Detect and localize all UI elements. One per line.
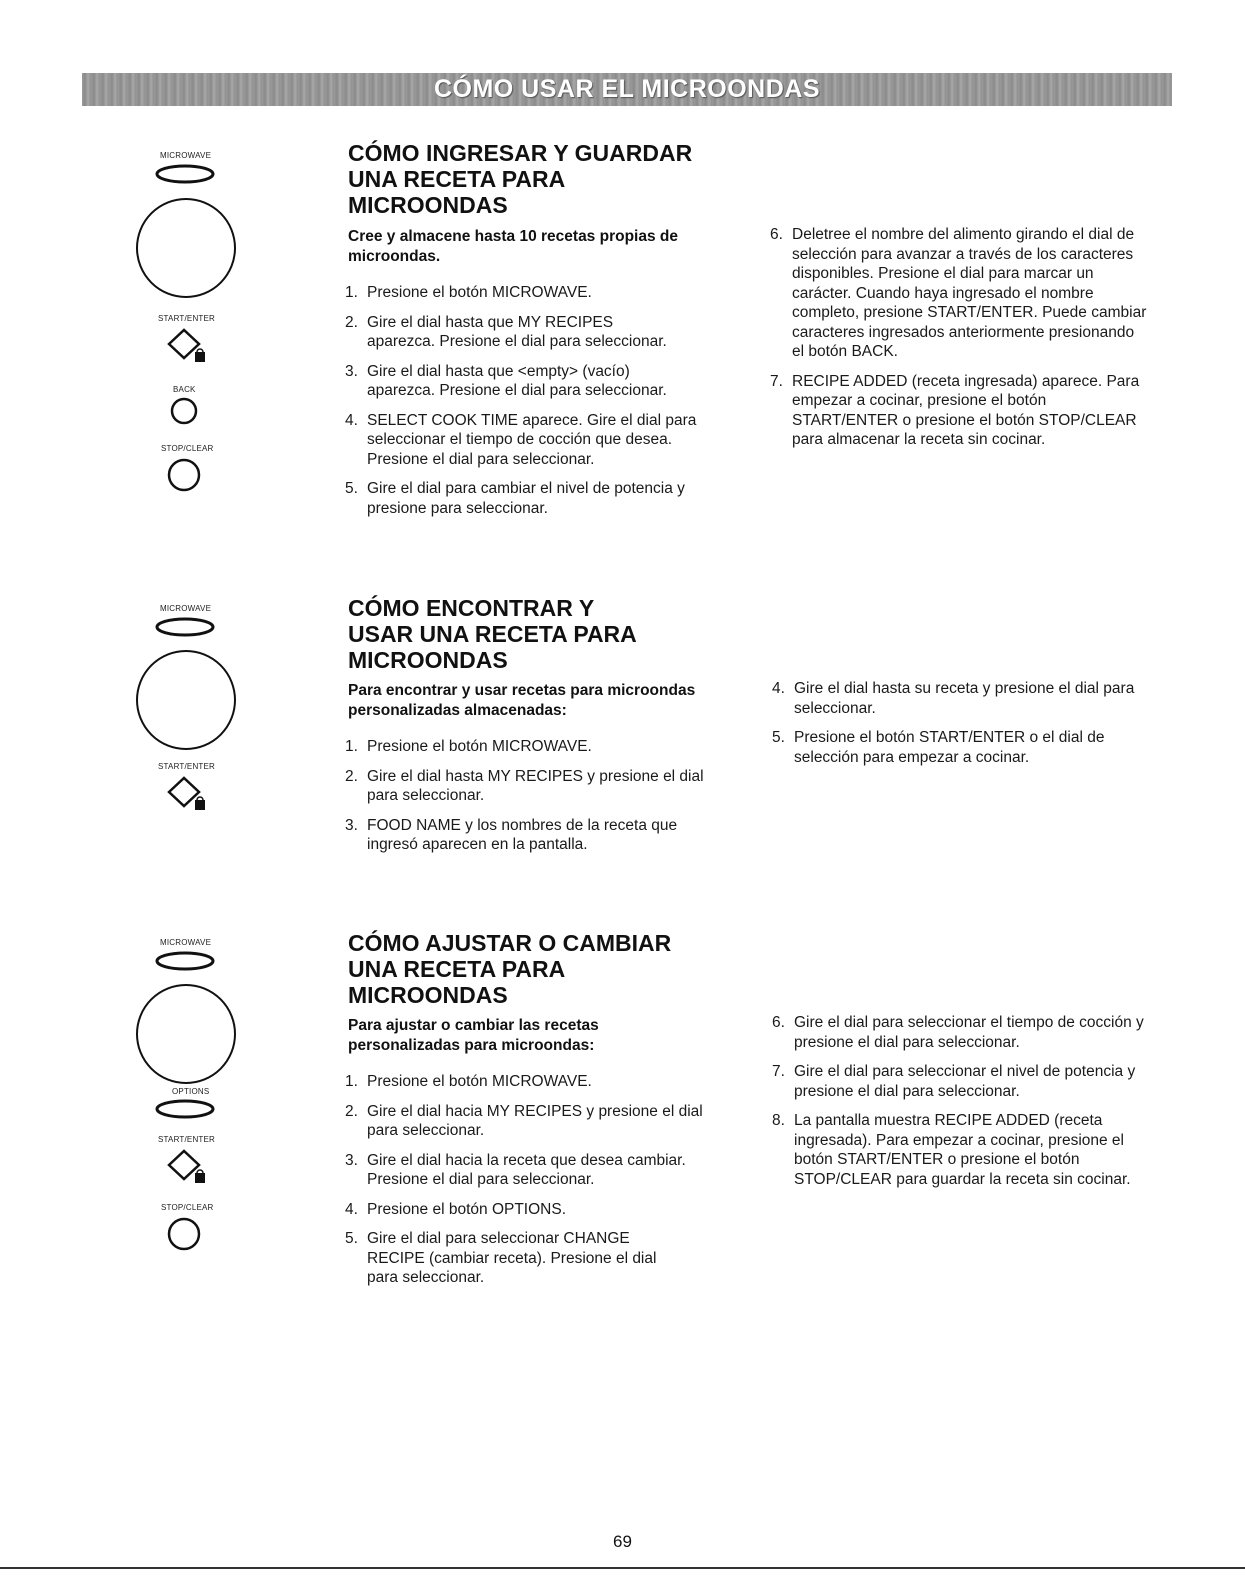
step-item — [345, 767, 735, 806]
microwave-button-icon — [155, 163, 215, 185]
right-steps — [772, 1013, 1162, 1199]
header-banner — [82, 73, 1172, 106]
step-item — [345, 1102, 735, 1141]
microwave-button-icon — [155, 616, 215, 638]
step-item — [770, 372, 1150, 450]
step-number: 1. — [345, 738, 358, 755]
microwave-label: MICROWAVE — [160, 151, 212, 160]
step-text: Gire el dial para seleccionar CHANGE RECIPE (cambiar receta). Presione el dial para seleccionar. — [367, 1230, 657, 1286]
step-text: Gire el dial hasta que MY RECIPES aparezca. Presione el dial para seleccionar. — [367, 313, 667, 350]
step-number: 1. — [345, 1073, 358, 1090]
step-number: 8. — [772, 1112, 785, 1129]
step-item — [772, 1111, 1162, 1189]
step-number: 5. — [345, 1230, 358, 1247]
start-enter-label: START/ENTER — [158, 314, 216, 323]
step-item — [345, 1151, 735, 1190]
step-text: Gire el dial para seleccionar el tiempo de cocción y presione el dial para seleccionar. — [794, 1014, 1144, 1051]
step-text: Presione el botón START/ENTER o el dial de selección para empezar a cocinar. — [794, 729, 1105, 766]
start-enter-label: START/ENTER — [158, 762, 216, 771]
step-number: 2. — [345, 1102, 358, 1120]
left-steps — [345, 1072, 735, 1298]
microwave-button-icon — [155, 950, 215, 972]
step-text: Presione el botón MICROWAVE. — [367, 738, 592, 755]
left-steps — [345, 737, 735, 865]
step-item — [770, 225, 1150, 362]
heading-line: UNA RECETA PARA — [348, 166, 566, 192]
heading-line: CÓMO AJUSTAR O CAMBIAR — [348, 930, 672, 956]
step-item — [345, 411, 735, 470]
step-item — [345, 1229, 735, 1288]
step-text: Gire el dial hacia la receta que desea cambiar. Presione el dial para seleccionar. — [367, 1151, 686, 1188]
section-heading — [348, 930, 768, 1008]
section-heading — [348, 140, 768, 218]
bottom-divider — [0, 1567, 1245, 1569]
step-text: Presione el botón OPTIONS. — [367, 1200, 567, 1218]
step-text: Gire el dial para seleccionar el nivel de potencia y presione el dial para seleccionar. — [794, 1063, 1136, 1100]
step-text: Presione el botón MICROWAVE. — [367, 284, 592, 301]
step-text: La pantalla muestra RECIPE ADDED (receta ingresada). Para empezar a cocinar, presione el botón START/ENTER o presione el botón STOP/CLEAR para guardar la receta sin cocinar. — [794, 1112, 1131, 1188]
microwave-label: MICROWAVE — [160, 938, 212, 947]
heading-line: MICROONDAS — [348, 982, 508, 1008]
step-text: Gire el dial hasta que <empty> (vacío) aparezca. Presione el dial para seleccionar. — [367, 362, 667, 399]
step-text: FOOD NAME y los nombres de la receta que ingresó aparecen en la pantalla. — [367, 816, 678, 853]
step-item — [345, 1200, 735, 1220]
start-enter-label: START/ENTER — [158, 1135, 216, 1144]
step-text: SELECT COOK TIME aparece. Gire el dial para seleccionar el tiempo de cocción que desea. Presione el dial para seleccionar. — [367, 411, 697, 468]
step-text: Gire el dial hasta MY RECIPES y presione el dial para seleccionar. — [367, 767, 704, 804]
step-item — [345, 362, 735, 401]
step-number: 6. — [770, 226, 783, 243]
section-intro: Para ajustar o cambiar las recetas personalizadas para microondas: — [348, 1017, 599, 1054]
options-button-icon — [155, 1098, 215, 1120]
step-text: Deletree el nombre del alimento girando el dial de selección para avanzar a través de los caracteres disponibles. Presione el dial para marcar un carácter. Cuando haya ingresado el nombre completo, presione START/ENTER. Puede cambiar caracteres ingresados anteriormente presionando el botón BACK. — [792, 226, 1147, 360]
step-item — [772, 728, 1162, 767]
step-item — [772, 1013, 1162, 1052]
stop-clear-button-icon — [164, 1214, 204, 1254]
back-button-icon — [167, 394, 201, 428]
left-steps — [345, 283, 735, 528]
right-steps — [772, 679, 1162, 777]
step-item — [345, 737, 735, 757]
step-item — [772, 1062, 1162, 1101]
section-intro: Para encontrar y usar recetas para microondas personalizadas almacenadas: — [348, 682, 696, 719]
selection-dial-icon — [134, 196, 238, 300]
step-number: 6. — [772, 1014, 785, 1031]
step-text: RECIPE ADDED (receta ingresada) aparece. Para empezar a cocinar, presione el botón START/ENTER o presione el botón STOP/CLEAR para almacenar la receta sin cocinar. — [792, 372, 1140, 448]
step-number: 3. — [345, 1151, 358, 1169]
step-item — [345, 283, 735, 303]
step-number: 2. — [345, 313, 358, 331]
stop-clear-button-icon — [164, 455, 204, 495]
section-intro: Cree y almacene hasta 10 recetas propias de microondas. — [348, 228, 678, 265]
heading-line: UNA RECETA PARA — [348, 956, 566, 982]
step-number: 4. — [345, 411, 358, 429]
step-number: 2. — [345, 767, 358, 785]
heading-line: CÓMO INGRESAR Y GUARDAR — [348, 140, 693, 166]
stop-clear-label: STOP/CLEAR — [161, 1203, 214, 1212]
step-number: 7. — [772, 1063, 785, 1080]
step-number: 4. — [772, 680, 785, 697]
page-title: CÓMO USAR EL MICROONDAS — [433, 75, 821, 103]
step-text: Gire el dial hacia MY RECIPES y presione el dial para seleccionar. — [367, 1102, 703, 1139]
heading-line: MICROONDAS — [348, 192, 508, 218]
right-steps — [770, 225, 1150, 460]
step-text: Gire el dial hasta su receta y presione el dial para seleccionar. — [794, 680, 1135, 717]
selection-dial-icon — [134, 648, 238, 752]
step-number: 5. — [345, 480, 358, 497]
step-text: Gire el dial para cambiar el nivel de potencia y presione para seleccionar. — [367, 480, 685, 517]
step-number: 4. — [345, 1200, 358, 1218]
step-number: 7. — [770, 372, 783, 390]
step-text: Presione el botón MICROWAVE. — [367, 1073, 592, 1090]
heading-line: USAR UNA RECETA PARA — [348, 621, 637, 647]
options-label: OPTIONS — [172, 1087, 210, 1096]
step-number: 3. — [345, 816, 358, 834]
page-number: 69 — [613, 1532, 632, 1551]
heading-line: CÓMO ENCONTRAR Y — [348, 595, 595, 621]
back-label: BACK — [173, 385, 196, 394]
heading-line: MICROONDAS — [348, 647, 508, 673]
selection-dial-icon — [134, 982, 238, 1086]
step-number: 3. — [345, 362, 358, 380]
step-item — [345, 1072, 735, 1092]
section-heading — [348, 595, 768, 673]
start-enter-button-icon — [165, 326, 215, 370]
start-enter-button-icon — [165, 774, 215, 818]
step-item — [345, 479, 735, 518]
stop-clear-label: STOP/CLEAR — [161, 444, 214, 453]
step-item — [345, 816, 735, 855]
step-number: 1. — [345, 284, 358, 301]
start-enter-button-icon — [165, 1147, 215, 1191]
step-item — [345, 313, 735, 352]
step-number: 5. — [772, 729, 785, 746]
step-item — [772, 679, 1162, 718]
microwave-label: MICROWAVE — [160, 604, 212, 613]
